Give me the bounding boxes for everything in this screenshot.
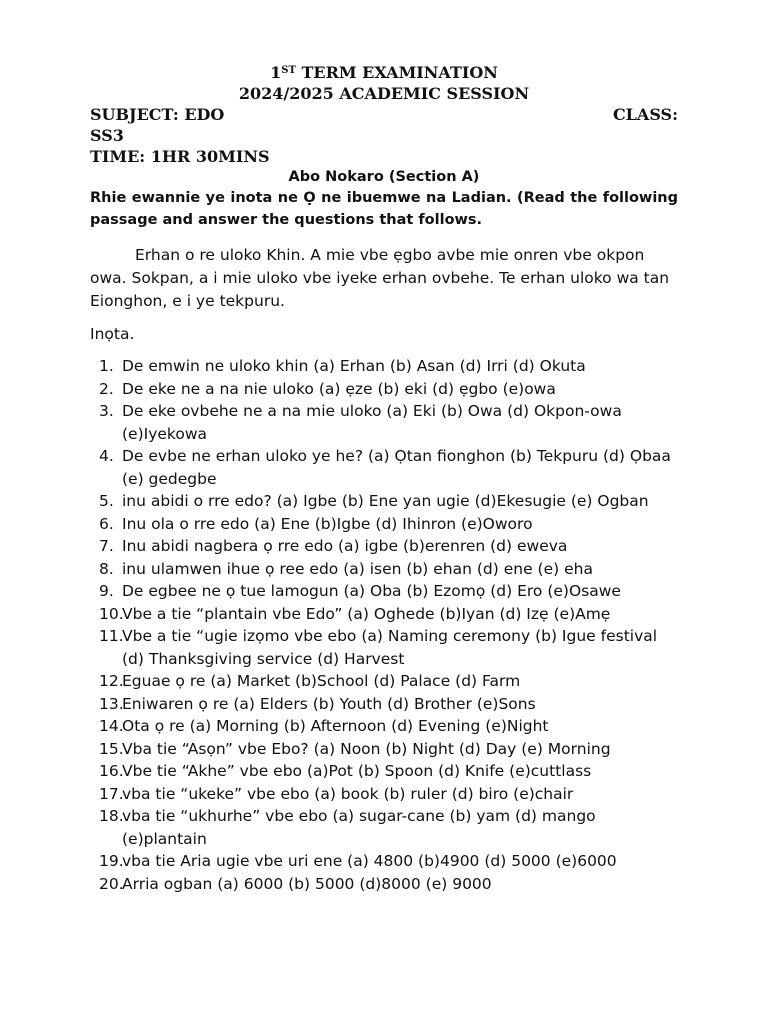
- question-item: [90, 558, 678, 581]
- question-number: 10.: [99, 604, 124, 623]
- subject-row: [90, 104, 678, 125]
- question-item: [90, 603, 678, 626]
- question-number: 6.: [99, 514, 114, 533]
- reading-passage: Erhan o re uloko Khin. A mie vbe ẹgbo avbe mie onren vbe okpon owa. Sokpan, a i mie uloko vbe iyeke erhan ovbehe. Te erhan uloko wa tan Eionghon, e i ye tekpuru.: [90, 246, 670, 310]
- question-item: [90, 355, 678, 378]
- question-number: 12.: [99, 672, 124, 690]
- question-text: Arria ogban (a) 6000 (b) 5000 (d)8000 (e) 9000: [122, 874, 492, 893]
- question-number: 15.: [99, 739, 124, 758]
- question-item: [90, 400, 678, 445]
- term-number: 1: [270, 63, 282, 82]
- question-item: [90, 873, 678, 896]
- question-text: Ota ọ re (a) Morning (b) Afternoon (d) Evening (e)Night: [122, 717, 549, 735]
- question-text: De eke ne a na nie uloko (a) ẹze (b) eki (d) ẹgbo (e)owa: [122, 379, 556, 398]
- class-value: SS3: [90, 126, 124, 145]
- question-number: 8.: [99, 559, 114, 578]
- question-number: 20.: [99, 874, 124, 893]
- question-number: 18.: [99, 807, 124, 825]
- question-item: [90, 490, 678, 513]
- instruction-text: Rhie ewannie ye inota ne Ọ ne ibuemwe na Ladian. (Read the following passage and answer the questions that follows.: [90, 190, 678, 228]
- question-text: Eniwaren ọ re (a) Elders (b) Youth (d) Brother (e)Sons: [122, 694, 536, 713]
- question-number: 7.: [99, 537, 114, 555]
- question-number: 4.: [99, 447, 114, 465]
- question-text: De eke ovbehe ne a na mie uloko (a) Eki (b) Owa (d) Okpon-owa (e)Iyekowa: [122, 402, 622, 443]
- question-number: 2.: [99, 379, 114, 398]
- question-text: inu ulamwen ihue ọ ree edo (a) isen (b) ehan (d) ene (e) eha: [122, 559, 593, 578]
- question-text: Vbe tie “Akhe” vbe ebo (a)Pot (b) Spoon (d) Knife (e)cuttlass: [122, 762, 592, 780]
- question-text: Vbe a tie “plantain vbe Edo” (a) Oghede (b)Iyan (d) Izẹ (e)Amẹ: [122, 604, 611, 623]
- question-item: [90, 535, 678, 558]
- question-number: 13.: [99, 694, 124, 713]
- question-text: De egbee ne ọ tue lamogun (a) Oba (b) Ezomọ (d) Ero (e)Osawe: [122, 582, 621, 600]
- question-item: [90, 760, 678, 783]
- academic-session: 2024/2025 ACADEMIC SESSION: [238, 84, 530, 103]
- question-item: [90, 670, 678, 693]
- question-number: 5.: [99, 492, 114, 510]
- term-title-rest: TERM EXAMINATION: [295, 63, 498, 82]
- question-text: De evbe ne erhan uloko ye he? (a) Ọtan fionghon (b) Tekpuru (d) Ọbaa (e) gedegbe: [122, 447, 671, 488]
- class-label: CLASS:: [612, 105, 678, 124]
- question-item: [90, 805, 678, 850]
- question-number: 16.: [99, 762, 124, 780]
- question-text: De emwin ne uloko khin (a) Erhan (b) Asan (d) Irri (d) Okuta: [122, 357, 586, 375]
- term-superscript: ST: [281, 65, 296, 76]
- question-number: 11.: [99, 627, 124, 645]
- question-list: [90, 355, 678, 895]
- question-number: 9.: [99, 582, 114, 600]
- subject-label: SUBJECT: EDO: [90, 105, 225, 124]
- question-number: 3.: [99, 402, 114, 420]
- question-item: [90, 378, 678, 401]
- question-text: Inu abidi nagbera ọ rre edo (a) igbe (b)erenren (d) eweva: [122, 537, 568, 555]
- question-item: [90, 715, 678, 738]
- exam-title: [90, 62, 678, 83]
- question-item: [90, 445, 678, 490]
- question-item: [90, 693, 678, 716]
- question-text: Vbe a tie “ugie izọmo vbe ebo (a) Naming ceremony (b) Igue festival (d) Thanksgiving service (d) Harvest: [122, 627, 658, 668]
- section-title: Abo Nokaro (Section A): [288, 169, 480, 185]
- question-text: vba tie “ukeke” vbe ebo (a) book (b) ruler (d) biro (e)chair: [122, 784, 574, 803]
- question-text: Eguae ọ re (a) Market (b)School (d) Palace (d) Farm: [122, 672, 521, 690]
- question-item: [90, 580, 678, 603]
- question-item: [90, 738, 678, 761]
- exam-page: [90, 62, 678, 895]
- question-text: Inu ola o rre edo (a) Ene (b)Igbe (d) Ihinron (e)Oworo: [122, 514, 533, 533]
- question-text: inu abidi o rre edo? (a) Igbe (b) Ene yan ugie (d)Ekesugie (e) Ogban: [122, 492, 649, 510]
- question-text: vba tie Aria ugie vbe uri ene (a) 4800 (b)4900 (d) 5000 (e)6000: [122, 852, 617, 870]
- question-number: 19.: [99, 852, 124, 870]
- question-number: 14.: [99, 717, 124, 735]
- question-text: vba tie “ukhurhe” vbe ebo (a) sugar-cane (b) yam (d) mango (e)plantain: [122, 807, 596, 848]
- questions-heading: Inọta.: [90, 325, 135, 343]
- question-item: [90, 850, 678, 873]
- question-item: [90, 513, 678, 536]
- question-number: 17.: [99, 784, 124, 803]
- question-text: Vba tie “Asọn” vbe Ebo? (a) Noon (b) Night (d) Day (e) Morning: [122, 739, 611, 758]
- question-item: [90, 783, 678, 806]
- question-number: 1.: [99, 357, 114, 375]
- exam-time: TIME: 1HR 30MINS: [90, 147, 270, 166]
- question-item: [90, 625, 678, 670]
